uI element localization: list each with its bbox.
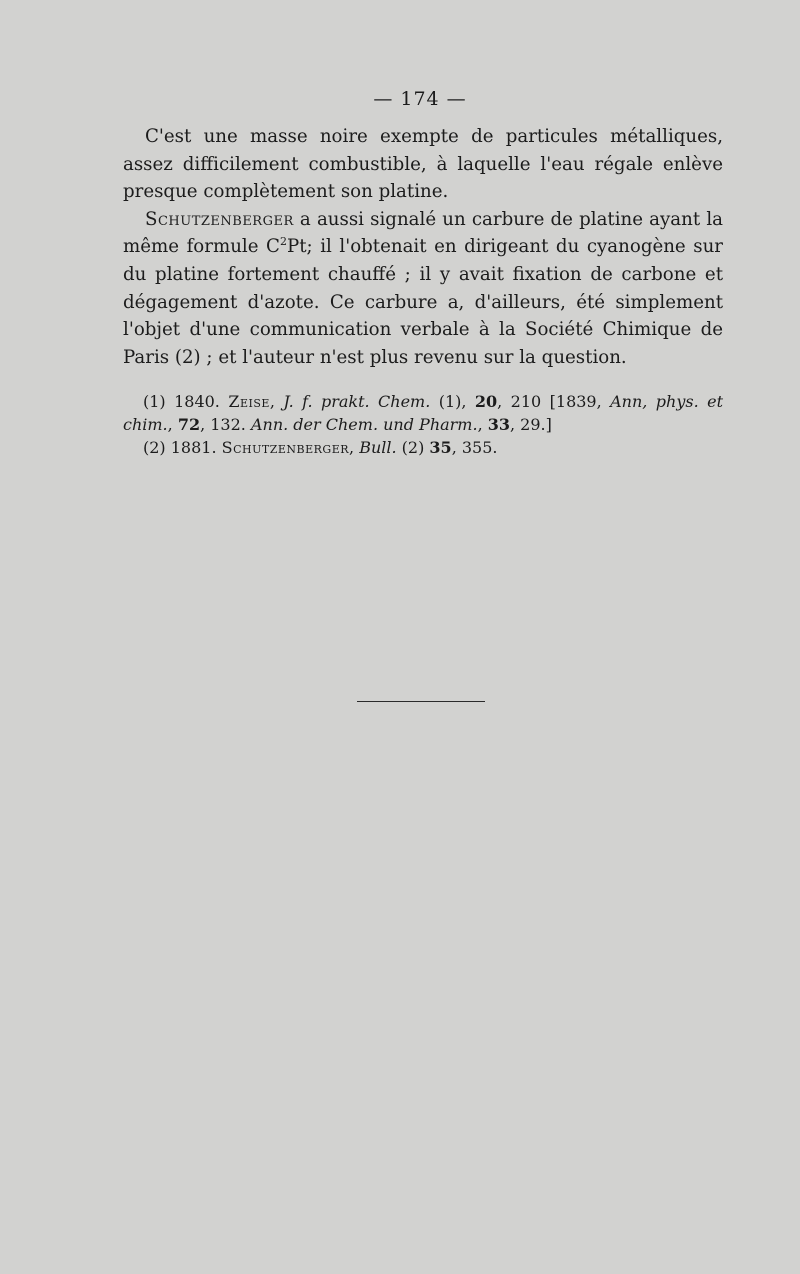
- footnote-1-pages-2: , 132.: [200, 415, 251, 434]
- section-divider-rule: [357, 701, 485, 702]
- paragraph-1: C'est une masse noire exempte de particules métalliques, assez difficilement combustible, à laquelle l'eau régale enlève presque complètement son platine.: [123, 126, 723, 203]
- paragraph-2-part-2: Pt; il l'obtenait en dirigeant du cyanogène sur du platine fortement chauffé ; il y avait fixation de carbone et dégagement d'azote. Ce carbure a, d'ailleurs, été simplement l'objet d'une communication verbale à la Société Chimique de Paris (2) ; et l'auteur n'est plus revenu sur la question.: [123, 236, 723, 368]
- footnote-2-sep1: ,: [349, 438, 360, 457]
- footnote-1-sep2: ,: [167, 415, 178, 434]
- main-text: [123, 123, 723, 371]
- footnote-1-author: Zeise: [228, 392, 270, 411]
- footnote-1-pages-1: , 210 [1839,: [497, 392, 611, 411]
- footnote-2-pages: , 355.: [451, 438, 498, 457]
- footnote-2-journal: Bull.: [359, 438, 397, 457]
- footnote-1-sep1: ,: [269, 392, 284, 411]
- page-number: — 174 —: [373, 88, 467, 110]
- footnote-2: [123, 436, 723, 459]
- footnotes: [123, 390, 723, 459]
- footnote-2-volume: 35: [429, 438, 452, 457]
- footnote-1-volume-2: 72: [177, 415, 201, 434]
- footnote-2-series: (2): [396, 438, 430, 457]
- footnote-2-marker: (2) 1881.: [143, 438, 222, 457]
- formula-superscript: 2: [279, 235, 287, 249]
- author-name: Schutzenberger: [145, 208, 294, 230]
- footnote-1-marker: (1) 1840.: [143, 392, 229, 411]
- paragraph-2: [123, 206, 723, 372]
- footnote-1-journal-1: J. f. prakt. Chem.: [283, 392, 431, 411]
- footnote-1-series-1: (1),: [430, 392, 475, 411]
- footnote-1-volume-1: 20: [474, 392, 498, 411]
- footnote-1: [123, 390, 723, 436]
- footnote-1-pages-3: , 29.]: [510, 415, 552, 434]
- footnote-1-journal-2: Ann, phys. et chim.: [123, 392, 724, 434]
- footnote-1-journal-3: Ann. der Chem. und Pharm.: [250, 415, 478, 434]
- footnote-1-volume-3: 33: [487, 415, 510, 434]
- footnote-2-author: Schutzenberger: [221, 438, 350, 457]
- paragraph-2-part-1: a aussi signalé un carbure de platine ayant la même formule C: [123, 208, 723, 258]
- footnote-1-sep3: ,: [477, 415, 488, 434]
